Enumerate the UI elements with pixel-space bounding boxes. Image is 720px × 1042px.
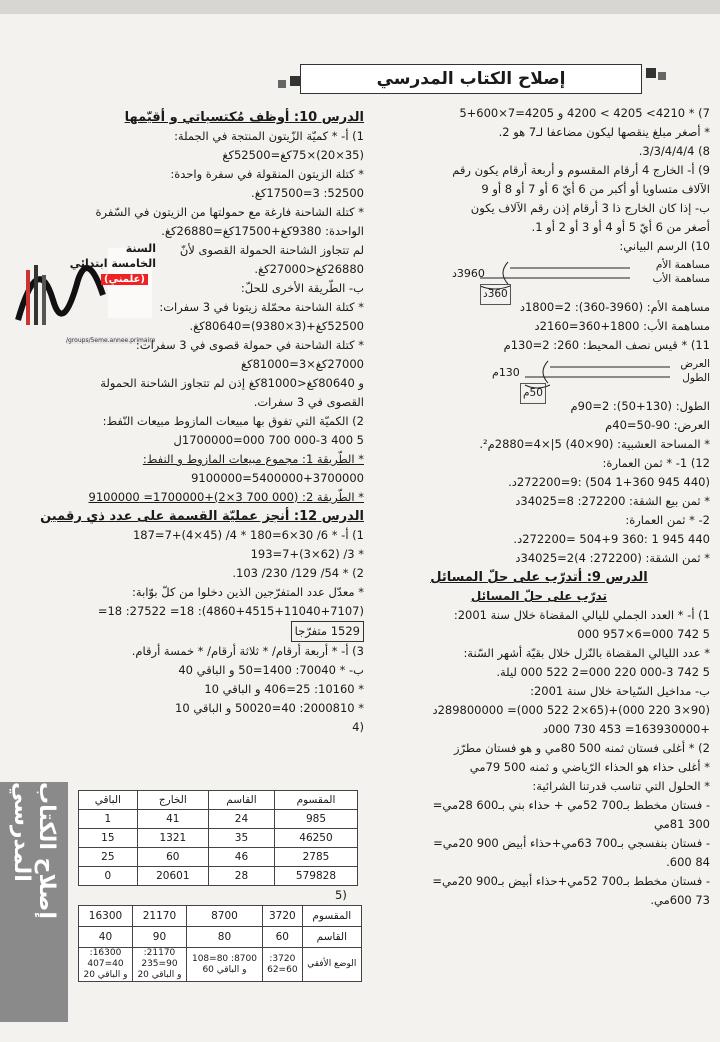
left2-line-5 [78, 621, 364, 642]
lesson10-title: الدرس 10: أوظف مُكتسباتي و أقيّمها [124, 110, 364, 125]
left-line-18: 5400000+3700000=9100000 [191, 471, 364, 485]
table-row [79, 810, 358, 829]
right4-line-10: - فستان مخطط بـ700 52مي + حذاء بني بـ600 28مي= [432, 798, 710, 812]
table-row [79, 791, 358, 810]
left-line-12: 27000كغ×3=81000كغ [241, 357, 364, 371]
table-row-label: القاسم [302, 927, 361, 948]
left-line-7: 26880كغ<27000كغ. [254, 262, 364, 276]
table-cell: 15 [79, 829, 138, 848]
left2-line-6: 3) أ- * أربعة أرقام/ * ثلاثة أرقام/ * خمسة أرقام. [131, 644, 364, 658]
right-line-4: الآلاف متساويا أو أكبر من 6 أيّ 6 أو 7 أو 8 أو 9 [481, 182, 710, 196]
logo-line2: الخامسة ابتدائي [69, 257, 156, 270]
right-line-2: 8) 3/3/4/4/4. [638, 144, 710, 158]
right-line-0: 7) * 4210> 4205 > 4200 و 4205=7×600+5 [459, 106, 710, 120]
title-square-left-small [278, 80, 286, 88]
table-cell: 0 [79, 867, 138, 886]
right4-line-11: 300 81مي [654, 817, 710, 831]
table-cell: 1 [79, 810, 138, 829]
cell-line: 16300: [89, 948, 122, 958]
left-line-6: لم تتجاوز الشاحنة الحمولة القصوى لأنّ [179, 243, 364, 257]
right4-line-6: +163930000= 453 730 000د [542, 722, 710, 736]
diagram1-bottom-label: مساهمة الأب [652, 273, 710, 285]
left-line-17: * الطّريقة 1: مجموع مبيعات المازوط و النفط: [142, 452, 364, 466]
right-line-6: أصغر من 6 أيّ 5 أو 4 أو 3 أو 2 أو 1. [531, 220, 710, 234]
table-cell: 16300 [79, 906, 133, 927]
diagram2-top-label: العرض [680, 358, 710, 370]
table-cell: 60 [263, 927, 303, 948]
cell-line: 8700: 80=108 [191, 953, 257, 964]
right4-line-3: 5 742 000-3 220 000=2 522 000 ليلة. [496, 665, 710, 679]
table-cell: 90 [132, 927, 186, 948]
left2-line-3: * معدّل عدد المتفرّجين الذين دخلوا من كلّ بوّابة: [132, 585, 364, 599]
cell-line: 3720: [269, 953, 296, 964]
diagram1-total: 3960د [452, 267, 485, 280]
right4-line-13: 84 600. [666, 855, 710, 869]
right4-line-9: * الحلول التي تناسب قدرتنا الشرائية: [532, 779, 710, 793]
right3-line-5: * ثمن بيع الشقة: 272200: 8=34025د [515, 494, 710, 508]
right-line-5: ب- إذا كان الخارج ذا 3 أرقام إذن رقم الآلاف يكون [470, 201, 710, 215]
lesson9-subtitle: تدرّب على حلّ المسائل [470, 589, 608, 603]
table-row-label: الوضع الأفقي [302, 948, 361, 982]
left2-line-7: ب- * 70040: 1400=50 و الباقي 40 [178, 663, 364, 677]
bar-diagram-1 [380, 256, 710, 298]
right2-line-1: مساهمة الأب: 1800+360=2160د [534, 319, 710, 333]
right4-line-4: ب- مداخيل السّياحة خلال سنة 2001: [530, 684, 710, 698]
table-cell: 1321 [137, 829, 208, 848]
table-cell: 985 [274, 810, 357, 829]
lesson9-title: الدرس 9: أتدرّب على حلّ المسائل [430, 570, 648, 585]
right3-line-6: 2- * ثمن العمارة: [625, 513, 710, 527]
table-cell: 28 [208, 867, 274, 886]
table-row [79, 848, 358, 867]
right3-line-0: الطول: (130+50): 2=90م [570, 399, 710, 413]
left-line-8: ب- الطّريقة الأخرى للحلّ: [240, 281, 364, 295]
table-cell: 21170 [132, 906, 186, 927]
table-row [79, 927, 362, 948]
table-cell: 40 [79, 927, 133, 948]
left-line-2: * كتلة الزيتون المنقولة في سفرة واحدة: [170, 167, 364, 181]
right4-line-15: 73 600مي. [650, 893, 710, 907]
left-line-0: 1) أ- * كميّة الزّيتون المنتجة في الجملة: [174, 129, 364, 143]
q5-label: (5 [335, 888, 347, 902]
division-table-1 [78, 790, 358, 886]
cell-line: 40=407 [87, 959, 124, 969]
table-cell: 46 [208, 848, 274, 867]
right3-line-7: 440 945 1 :360 504+9 =272200د. [513, 532, 710, 546]
left-line-5: الواحدة: 9380كغ+17500كغ=26880كغ. [161, 224, 364, 238]
table-cell [263, 948, 303, 982]
cell-line: 21170: [143, 948, 176, 958]
diagram1-diff: 360د [480, 284, 511, 305]
table-cell [79, 948, 133, 982]
right4-line-12: - فستان بنفسجي بـ700 63مي+حذاء أبيض 900 20مي= [433, 836, 710, 850]
table-row [79, 829, 358, 848]
right2-line-2: 11) * قيس نصف المحيط: 260: 2=130م [503, 338, 710, 352]
left-column [40, 108, 364, 737]
left2-line-2: 2) * 54/ 129/ 230/ 103. [232, 566, 364, 580]
table-row-label: المقسوم [302, 906, 361, 927]
left2-line-0: 1) أ- * 6/ 30×6=180 * 4/ (45×4)+7=187 [132, 528, 364, 542]
top-strip [0, 0, 720, 14]
diagram2-diff: 50م [520, 383, 546, 404]
left-line-4: * كتلة الشاحنة فارغة مع حمولتها من الزيتون في السّفرة [95, 205, 364, 219]
title-square-right [646, 68, 656, 78]
right-column [368, 104, 710, 910]
table-cell: 20601 [137, 867, 208, 886]
right-line-7: 10) الرسم البياني: [619, 239, 710, 253]
table-cell: 41 [137, 810, 208, 829]
lesson12-title: الدرس 12: أنجز عمليّة القسمة على عدد ذي رقمين [40, 509, 364, 524]
table-cell: 80 [186, 927, 262, 948]
table-header: القاسم [208, 791, 274, 810]
left2-line-1: * 3/ (62×3)+7=193 [250, 547, 364, 561]
right4-line-5: (90×3 220 000)+(65×2 522 000)= 289800000د [432, 703, 710, 717]
table-header: الباقي [79, 791, 138, 810]
table-cell: 2785 [274, 848, 357, 867]
left-line-1: (35×20)×75كغ=52500كغ [222, 148, 364, 162]
left-line-3: 52500: 3=17500كغ. [251, 186, 364, 200]
right2-line-0: مساهمة الأم: (3960-360): 2=1800د [519, 300, 710, 314]
right3-line-1: العرض: 90-50=40م [605, 418, 710, 432]
table-cell: 60 [137, 848, 208, 867]
left2-line-4: (4860+4515+11040+7107): 18= 27522: 18= [97, 604, 364, 618]
table-cell [186, 948, 262, 982]
diagram2-bottom-label: الطول [682, 372, 710, 384]
left2-line-9: * 2000810: 40=50020 و الباقي 10 [175, 701, 364, 715]
q4-label: (4 [352, 720, 364, 734]
left-line-15: 2) الكميّة التي تفوق بها مبيعات المازوط مبيعات النّفط: [102, 414, 364, 428]
left-line-16: 5 400 000-3 700 000=1700000ل [173, 433, 364, 447]
bar-diagram-2 [380, 355, 710, 397]
table-cell: 25 [79, 848, 138, 867]
table-cell: 3720 [263, 906, 303, 927]
table-header: الخارج [137, 791, 208, 810]
sidebar-tab [0, 782, 68, 1022]
table-cell: 579828 [274, 867, 357, 886]
right4-line-1: 5 742 000=6×957 000 [577, 627, 710, 641]
cell-line: و الباقي 20 [137, 970, 182, 980]
left-line-13: و 80640كغ<81000كغ إذن لم تتجاوز الشاحنة الحمولة [100, 376, 364, 390]
cell-line: و الباقي 20 [83, 970, 128, 980]
logo-line1: السنة [125, 242, 156, 255]
table-row [79, 948, 362, 982]
title-square-right-small [658, 72, 666, 80]
title-square-left [290, 76, 300, 86]
page-title: إصلاح الكتاب المدرسي [300, 64, 642, 94]
cell-line: 90=235 [141, 959, 178, 969]
left2-line-8: * 10160: 25=406 و الباقي 10 [204, 682, 364, 696]
right-line-1: * أصغر مبلغ ينقصها ليكون مضاعفا لـ7 هو 2. [498, 125, 710, 139]
division-table-2 [78, 905, 362, 982]
right4-line-8: * أغلى حذاء هو الحذاء الرّياضي و ثمنه 500 79مي [469, 760, 710, 774]
left-line-19: * الطّريقة 2: (000 700 3×2)+1700000= 9100000 [88, 490, 364, 504]
right4-line-7: 2) * أغلى فستان ثمنه 500 80مي و هو فستان مطرّز [454, 741, 710, 755]
right3-line-2: * المساحة العشبية: (90×40) 5|×4=2880م². [479, 437, 710, 451]
right4-line-14: - فستان مخطط بـ700 52مي+حذاء أبيض بـ900 20مي= [432, 874, 710, 888]
left-line-9: * كتلة الشاحنة محمّلة زيتونا في 3 سفرات: [159, 300, 364, 314]
diagram2-total: 130م [492, 366, 520, 379]
answer-box: 1529 متفرّجا [291, 621, 364, 642]
table-header: المقسوم [274, 791, 357, 810]
left-line-14: القصوى في 3 سفرات. [253, 395, 364, 409]
cell-line: و الباقي 60 [202, 964, 247, 975]
cell-line: 60=62 [267, 964, 298, 975]
table-cell: 8700 [186, 906, 262, 927]
table-cell: 46250 [274, 829, 357, 848]
right3-line-8: * ثمن الشقة: (272200: 4)2=34025د [515, 551, 710, 565]
sidebar-tab-label: إصلاح الكتاب المدرسي [9, 782, 59, 919]
right-line-3: 9) أ- الخارج 4 أرقام المقسوم و أربعة أرقام يكون رقم [452, 163, 710, 177]
table-row [79, 867, 358, 886]
logo-line3: (علمني) [101, 274, 148, 285]
right4-line-2: * عدد الليالي المقضاة بالنّزل خلال بقيّة أشهر السّنة: [463, 646, 710, 660]
right3-line-4: (440 945 1+360 504) :9=272200د. [508, 475, 710, 489]
right3-line-3: 12) 1- * ثمن العمارة: [602, 456, 710, 470]
left-line-10: 52500كغ+(3×9380)=80640كغ. [189, 319, 364, 333]
right4-line-0: 1) أ- * العدد الجملي لليالي المقضاة خلال سنة 2001: [453, 608, 710, 622]
table-cell: 24 [208, 810, 274, 829]
diagram1-top-label: مساهمة الأم [655, 259, 710, 271]
table-row [79, 906, 362, 927]
table-cell [132, 948, 186, 982]
left-line-11: * كتلة الشاحنة في حمولة قصوى في 3 سفرات: [135, 338, 364, 352]
logo-group-url: /groups/5eme.annee.primaire [66, 337, 156, 344]
table-cell: 35 [208, 829, 274, 848]
